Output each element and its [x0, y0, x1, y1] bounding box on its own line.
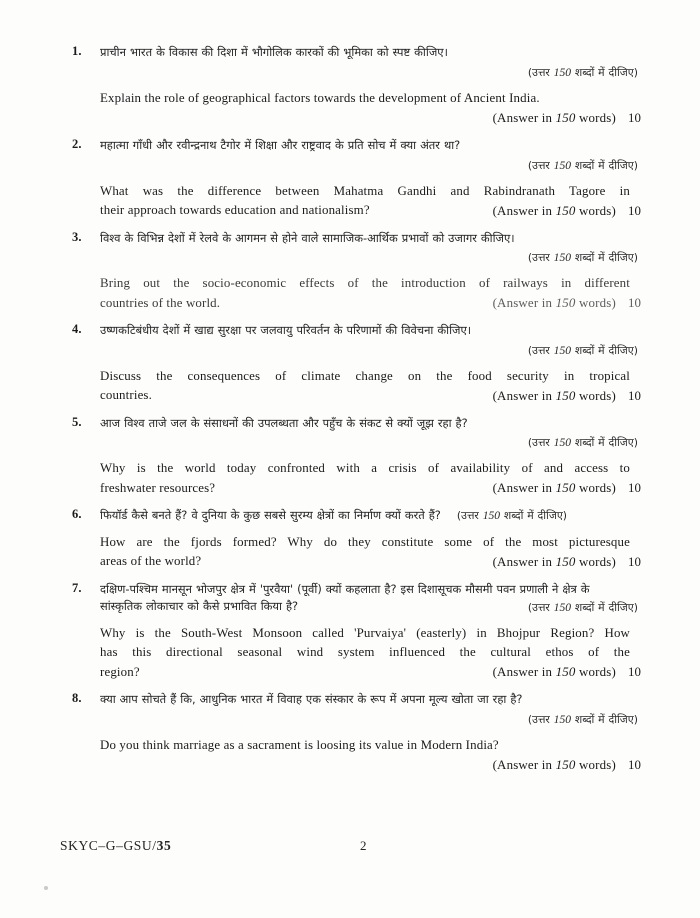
question-item — [72, 44, 652, 128]
question-text-hindi — [100, 581, 652, 616]
question-marks: 10 — [628, 554, 641, 569]
english-body — [100, 89, 630, 109]
question-text-english — [100, 274, 652, 313]
hindi-line: आज विश्व ताजे जल के संसाधनों की उपलब्धता और पहुँच के संकट से क्यों जूझ रहा है? — [100, 415, 468, 430]
english-answer-note: (Answer in 150 words) — [492, 481, 616, 495]
hindi-line: विश्व के विभिन्न देशों में रेलवे के आगमन से होने वाले सामाजिक-आर्थिक प्रभावों को उजागर कीजिए। — [100, 230, 515, 245]
question-item — [72, 415, 652, 499]
english-line: region? — [100, 664, 140, 679]
answer-instruction-row — [100, 294, 652, 313]
english-answer-note: (Answer in 150 words) — [492, 665, 616, 679]
english-line: freshwater resources? — [100, 480, 216, 495]
question-number: 8. — [72, 691, 82, 705]
english-answer-note: (Answer in 150 words) — [492, 388, 616, 403]
question-text-english — [100, 89, 652, 129]
english-answer-note: (Answer in 150 words) — [492, 758, 616, 772]
question-text-english — [100, 624, 652, 683]
english-line: Bring out the socio-economic effects of the introduction of railways in different — [100, 276, 630, 290]
english-answer-note: (Answer in 150 words) — [492, 203, 616, 218]
question-number: 1. — [72, 44, 82, 58]
english-answer-note: (Answer in 150 words) — [492, 296, 616, 310]
question-item — [72, 581, 652, 683]
hindi-line: सांस्कृतिक लोकाचार को कैसे प्रभावित किया है? — [100, 599, 299, 613]
answer-instruction-row — [100, 663, 652, 682]
answer-instruction-row — [100, 479, 652, 498]
question-number: 7. — [72, 580, 82, 595]
english-line: Why is the world today confronted with a crisis of availability of and access to — [100, 461, 630, 475]
question-text-english — [100, 367, 652, 406]
question-item — [72, 230, 652, 314]
question-list — [72, 44, 652, 784]
question-marks: 10 — [628, 388, 641, 403]
english-line: has this directional seasonal wind system influenced the cultural ethos of the — [100, 645, 630, 659]
question-item — [72, 691, 652, 775]
question-number: 2. — [72, 137, 82, 151]
paper-code-suffix: 35 — [156, 838, 172, 853]
question-marks: 10 — [628, 758, 641, 772]
question-item — [72, 507, 652, 572]
question-text-english — [100, 182, 652, 221]
question-text-hindi — [100, 44, 652, 81]
hindi-line: प्राचीन भारत के विकास की दिशा में भौगोलिक कारकों की भूमिका को स्पष्ट कीजिए। — [100, 45, 448, 59]
english-line: areas of the world? — [100, 554, 202, 568]
hindi-answer-note: (उत्तर 150 शब्दों में दीजिए) — [527, 436, 638, 449]
answer-instruction-row — [100, 202, 652, 221]
question-number: 6. — [72, 507, 82, 521]
english-line: Discuss the consequences of climate change on the food security in tropical — [100, 368, 630, 383]
hindi-answer-note: (उत्तर 150 शब्दों में दीजिए) — [527, 158, 638, 172]
question-text-english — [100, 459, 652, 498]
question-marks: 10 — [628, 296, 641, 310]
question-item — [72, 137, 652, 221]
english-answer-note: (Answer in 150 words) — [492, 554, 616, 569]
question-number: 4. — [72, 322, 82, 336]
hindi-answer-note: (उत्तर 150 शब्दों में दीजिए) — [456, 509, 568, 522]
question-text-hindi — [100, 507, 652, 525]
question-marks: 10 — [628, 111, 641, 125]
question-marks: 10 — [628, 665, 641, 679]
answer-instruction-row — [100, 756, 652, 775]
hindi-line: महात्मा गाँधी और रवीन्द्रनाथ टैगोर में शिक्षा और राष्ट्रवाद के प्रति सोच में क्या अंतर था? — [100, 138, 461, 152]
question-marks: 10 — [628, 481, 641, 495]
question-text-hindi — [100, 691, 652, 728]
hindi-answer-note: (उत्तर 150 शब्दों में दीजिए) — [527, 712, 638, 726]
question-text-english — [100, 736, 652, 776]
answer-instruction-row — [100, 387, 652, 406]
paper-code-prefix: SKYC–G–GSU/ — [60, 838, 157, 853]
answer-instruction-row — [100, 553, 652, 572]
english-line: Do you think marriage as a sacrament is loosing its value in Modern India? — [100, 737, 499, 752]
question-number: 5. — [72, 414, 82, 429]
hindi-answer-note: (उत्तर 150 शब्दों में दीजिए) — [527, 65, 638, 79]
english-line: countries. — [100, 388, 152, 402]
hindi-line: फियॉर्ड कैसे बनते हैं? वे दुनिया के कुछ सबसे सुरम्य क्षेत्रों का निर्माण क्यों करते हैं? (उत्तर 150 शब्दों में दीजिए) — [100, 508, 568, 522]
english-body — [100, 736, 630, 756]
question-marks: 10 — [628, 203, 641, 218]
hindi-line: उष्णकटिबंधीय देशों में खाद्य सुरक्षा पर जलवायु परिवर्तन के परिणामों की विवेचना कीजिए। — [100, 323, 472, 337]
question-number: 3. — [72, 229, 82, 244]
hindi-answer-note: (उत्तर 150 शब्दों में दीजिए) — [527, 600, 638, 614]
hindi-answer-note: (उत्तर 150 शब्दों में दीजिए) — [527, 251, 638, 264]
english-line: What was the difference between Mahatma Gandhi and Rabindranath Tagore in — [100, 183, 630, 198]
page-number: 2 — [360, 838, 367, 853]
english-line: Explain the role of geographical factors towards the development of Ancient India. — [100, 90, 540, 105]
english-line: their approach towards education and nationalism? — [100, 203, 370, 217]
question-text-hindi — [100, 322, 652, 359]
question-text-hindi — [100, 415, 652, 452]
question-text-hindi — [100, 137, 652, 174]
question-item — [72, 322, 652, 406]
question-text-hindi — [100, 230, 652, 267]
hindi-answer-note: (उत्तर 150 शब्दों में दीजिए) — [527, 343, 638, 357]
page-footer — [60, 838, 640, 860]
answer-instruction-row — [100, 109, 652, 128]
english-line: countries of the world. — [100, 295, 221, 310]
paper-code — [60, 838, 171, 854]
english-answer-note: (Answer in 150 words) — [492, 111, 616, 125]
hindi-line: दक्षिण-पश्चिम मानसून भोजपुर क्षेत्र में 'पुरवैया' (पूर्वी) क्यों कहलाता है? इस दिशासूचक मौसमी पवन प्रणाली ने क्षेत्र के — [100, 581, 590, 596]
scan-artifact-speck — [44, 886, 48, 890]
hindi-line: क्या आप सोचते हैं कि, आधुनिक भारत में विवाह एक संस्कार के रूप में अपना मूल्य खोता जा रहा है? — [100, 692, 523, 706]
english-line: How are the fjords formed? Why do they constitute some of the most picturesque — [100, 534, 630, 549]
question-text-english — [100, 533, 652, 572]
english-line: Why is the South-West Monsoon called 'Purvaiya' (easterly) in Bhojpur Region? How — [100, 625, 630, 640]
